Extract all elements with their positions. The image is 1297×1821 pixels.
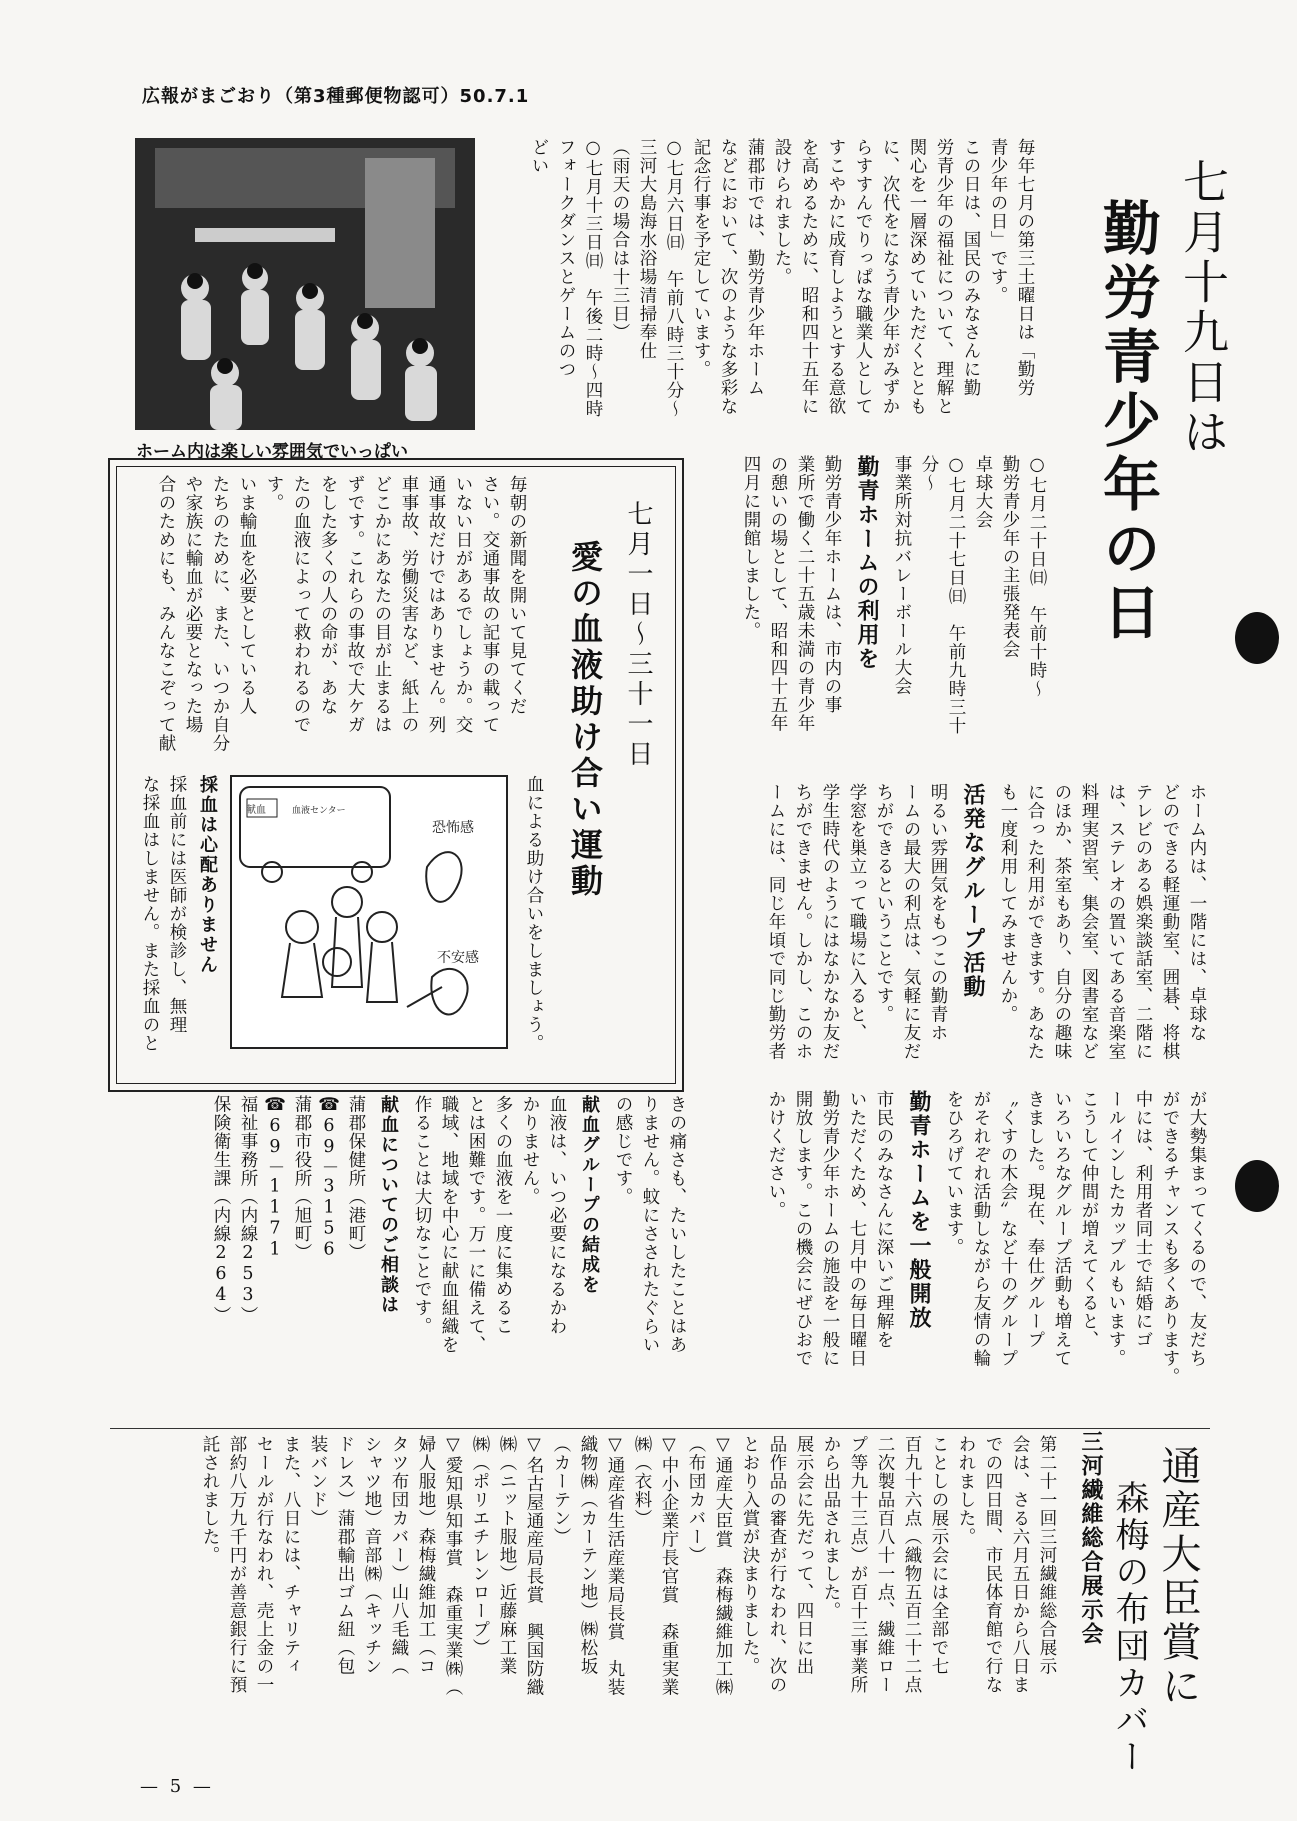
award-line: 第二十一回三河繊維総合展示 <box>1037 1435 1057 1676</box>
kenketsu-group-line: 多くの血液を一度に集めるこ <box>493 1095 513 1336</box>
article1-title-line1: 七月十九日は <box>1176 158 1230 458</box>
cartoon-label-center: 血液センター <box>292 806 346 816</box>
intro-line: どい <box>529 138 549 175</box>
safe-cont-line: きの痛さも、たいしたことはあ <box>667 1095 687 1354</box>
intro-line: に、次代をになう青少年がみずか <box>880 138 900 416</box>
facility-line: も一度利用してみませんか。 <box>998 783 1018 1024</box>
group-line: ームの最大の利点は、気軽に友だ <box>901 783 921 1061</box>
kenketsu-group-line: かりません。 <box>520 1095 540 1206</box>
event-line: ○七月二十日㈰ 午前十時～ <box>1027 455 1047 698</box>
blood-line: 合のためにも、みんなこぞって献 <box>156 475 176 753</box>
use-line: の憩いの場として、昭和四十五年 <box>768 455 788 733</box>
award-line: ドレス）蒲郡輸出ゴム紐（包 <box>335 1435 355 1676</box>
contact-line: 福祉事務所（内線253） <box>238 1095 258 1325</box>
blood-line: 車事故、労働災害など、紙上の <box>399 475 419 734</box>
event-line: 事業所対抗バレーボール大会 <box>892 455 912 696</box>
award-line: ▽名古屋通産局長賞 興国防織 <box>524 1435 544 1697</box>
award-line: 織物㈱（カーテン地）㈱松坂 <box>578 1435 598 1676</box>
article3-body <box>140 1435 1060 1765</box>
award-line: ㈱（ポリエチレンロープ） <box>470 1435 490 1657</box>
award-line: 装バンド） <box>308 1435 328 1528</box>
intro-line: 蒲郡市では、勤労青少年ホーム <box>745 138 765 397</box>
event-line: 勤労青少年の主張発表会 <box>1000 455 1020 659</box>
kenketsu-group-line: 作ることは大切なことです。 <box>412 1095 432 1336</box>
binder-hole-mark <box>1235 612 1279 664</box>
article2-safe <box>125 775 225 1075</box>
intro-line: 三河大島海水浴場清掃奉仕 <box>637 138 657 360</box>
intro-line: 青少年の日」です。 <box>988 138 1008 305</box>
facility-line: は、ステレオの置いてある音楽室 <box>1106 783 1126 1061</box>
article2-body <box>120 475 530 765</box>
group2-line: をひろげています。 <box>944 1090 964 1257</box>
article3-title-line1: 通産大臣賞に <box>1155 1445 1201 1709</box>
cartoon-label-kenketsu: 献血 <box>246 805 266 816</box>
contact-line: ☎69－1171 <box>265 1095 285 1261</box>
event-line: 卓球大会 <box>973 455 993 529</box>
award-line: 部約八万九千円が善意銀行に預 <box>227 1435 247 1694</box>
intro-line: 関心を一層深めていただくととも <box>907 138 927 416</box>
award-line: シャツ地）音部㈱（キッチン <box>362 1435 382 1676</box>
safe-cont-line: の感じです。 <box>613 1095 633 1206</box>
facility-line: テレビのある娯楽談話室、二階に <box>1133 783 1153 1061</box>
intro-line: （雨天の場合は十三日） <box>610 138 630 342</box>
blood-line: や家族に輸血が必要となった場 <box>183 475 203 734</box>
intro-line: 設けられました。 <box>772 138 792 286</box>
award-line: 婦人服地）森梅繊維加工（コ <box>416 1435 436 1676</box>
use-line: 勤労青少年ホームは、市内の事 <box>822 455 842 714</box>
award-line: セールが行なわれ、売上金の一 <box>254 1435 274 1694</box>
group2-line: がそれぞれ活動しながら友情の輪 <box>971 1090 991 1368</box>
blood-drive-cartoon <box>230 775 508 1049</box>
award-line: 展示会に先だって、四日に出 <box>794 1435 814 1676</box>
award-line: また、八日には、チャリティ <box>281 1435 301 1676</box>
group-line: ちができません。しかし、このホ <box>793 783 813 1061</box>
intro-line: らすすんでりっぱな職業人として <box>853 138 873 416</box>
safe-cont-line: りません。蚊にさされたぐらい <box>640 1095 660 1354</box>
facility-line: ホーム内は、一階には、卓球な <box>1187 783 1207 1042</box>
award-line: 託されました。 <box>200 1435 220 1565</box>
facility-line: 料理実習室、集会室、図書室など <box>1079 783 1099 1061</box>
group-line: 明るい雰囲気をもつこの勤青ホ <box>928 783 948 1042</box>
award-line: タツ布団カバー）山八毛織（ <box>389 1435 409 1676</box>
intro-line: フォークダンスとゲームのつ <box>556 138 576 379</box>
award-line: ▽愛知県知事賞 森重実業㈱（ <box>443 1435 463 1697</box>
blood-line: 毎朝の新聞を開いて見てくだ <box>507 475 527 716</box>
group2-line: きました。現在、奉仕グループ <box>1025 1090 1045 1349</box>
safe-heading: 採血は心配ありません <box>197 775 218 975</box>
intro-line: 記念行事を予定しています。 <box>691 138 711 379</box>
blood-line: 通事故だけではありません。列 <box>426 475 446 734</box>
cartoon-label-fear: 恐怖感 <box>432 820 474 836</box>
kenketsu-group-line: 血液は、いつ必要になるかわ <box>547 1095 567 1336</box>
group-line: ちができるということです。 <box>874 783 894 1024</box>
section-divider <box>110 1428 1210 1429</box>
article2-title-line2: 愛の血液助け合い運動 <box>566 540 604 900</box>
event-line: ○七月二十七日㈰ 午前九時三十 <box>946 455 966 735</box>
award-line: での四日間、市民体育館で行な <box>983 1435 1003 1694</box>
group-line: 学生時代のようにはなかなか友だ <box>820 783 840 1061</box>
cartoon-label-anxiety: 不安感 <box>437 950 479 966</box>
article1-intro <box>478 138 1038 458</box>
award-line: 二次製品百八十一点、繊維ロー <box>875 1435 895 1694</box>
use-line: 業所で働く二十五歳未満の青少年 <box>795 455 815 733</box>
blood-line: たの血液によって救われるので <box>291 475 311 734</box>
facility-line: に合った利用ができます。あなた <box>1025 783 1045 1061</box>
award-line: （布団カバー） <box>686 1435 706 1565</box>
award-line: ▽中小企業庁長官賞 森重実業 <box>659 1435 679 1697</box>
facility-line: どのできる軽運動室、囲碁、将棋 <box>1160 783 1180 1061</box>
article1-events <box>690 455 1050 755</box>
blood-line: いない日があるでしょうか。交 <box>453 475 473 734</box>
blood-line: す。 <box>264 475 284 512</box>
article1-facilities <box>690 783 1210 1083</box>
award-line: ㈱（衣料） <box>632 1435 652 1528</box>
group-line: ームには、同じ年頃で同じ勤労者 <box>766 783 786 1061</box>
award-line: ことしの展示会には全部で七 <box>929 1435 949 1676</box>
open-heading: 勤青ホームを一般開放 <box>906 1090 931 1330</box>
youth-home-photo <box>135 138 475 430</box>
article3-subheading: 三河繊維総合展示会 <box>1078 1430 1103 1646</box>
award-line: ㈱（ニット服地）近藤麻工業 <box>497 1435 517 1676</box>
blood-line: さい。交通事故の記事の載って <box>480 475 500 734</box>
open-line: いただくため、七月中の毎日曜日 <box>847 1090 867 1368</box>
blood-line: たちのために、また、いつか自分 <box>210 475 230 753</box>
intro-line: を高めるために、昭和四十五年に <box>799 138 819 416</box>
article2-title-line1: 七月一日～三十一日 <box>623 500 653 770</box>
cartoon-illustration <box>232 777 502 1043</box>
consult-heading: 献血についてのご相談は <box>378 1095 399 1315</box>
award-line: 品作品の審査が行なわれ、次の <box>767 1435 787 1694</box>
open-line: 市民のみなさんに深いご理解を <box>874 1090 894 1349</box>
article1-group-cont <box>700 1090 1210 1390</box>
intro-line: ○七月十三日㈰ 午後二時～四時 <box>583 138 603 418</box>
photo-illustration <box>135 138 475 430</box>
contact-line: 蒲郡市役所（旭町） <box>292 1095 312 1262</box>
intro-line: 労青少年の福祉について、理解と <box>934 138 954 416</box>
group-heading: 活発なグループ活動 <box>960 783 985 999</box>
blood-line: いま輸血を必要としている人 <box>237 475 257 716</box>
contact-line: ☎69－3156 <box>319 1095 339 1261</box>
binder-hole-mark <box>1235 1160 1279 1212</box>
use-line: 四月に開館しました。 <box>741 455 761 640</box>
open-line: 勤労青少年ホームの施設を一般に <box>820 1090 840 1368</box>
award-line: ▽通産大臣賞 森梅繊維加工㈱ <box>713 1435 733 1697</box>
kenketsu-group-heading: 献血グループの結成を <box>579 1095 600 1295</box>
contact-line: 保険衛生課（内線264） <box>211 1095 231 1325</box>
contact-line: 蒲郡保健所（港町） <box>346 1095 366 1262</box>
award-line: （カーテン） <box>551 1435 571 1546</box>
group2-line: ができるチャンスも多くあります。 <box>1160 1090 1180 1386</box>
award-line: 会は、さる六月五日から八日ま <box>1010 1435 1030 1694</box>
group2-line: 〝くすの木会〟など十のグループ <box>998 1090 1018 1368</box>
group-line: 学窓を巣立って職場に入ると、 <box>847 783 867 1042</box>
photo-caption: ホーム内は楽しい雰囲気でいっぱい <box>136 442 408 462</box>
blood-line: をした多くの人の命が、あな <box>318 475 338 716</box>
group2-line: ールインしたカップルもいます。 <box>1106 1090 1126 1368</box>
blood-line: ずです。これらの事故で大ケガ <box>345 475 365 734</box>
open-line: 開放します。この機会にぜひおで <box>793 1090 813 1368</box>
intro-line: などにおいて、次のような多彩な <box>718 138 738 416</box>
article2-lower <box>130 1095 690 1395</box>
issue-header: 広報がまごおり（第3種郵便物認可）50.7.1 <box>142 86 530 107</box>
award-line: われました。 <box>956 1435 976 1546</box>
award-line: ▽通産省生活産業局長賞 丸装 <box>605 1435 625 1697</box>
open-line: かけください。 <box>766 1090 786 1220</box>
safe-line: な採血はしません。また採血のと <box>140 775 160 1053</box>
article2-body-cont: 血による助け合いをしましょう。 <box>524 775 544 1053</box>
article1-title-line2: 勤労青少年の日 <box>1093 198 1161 646</box>
intro-line: 毎年七月の第三土曜日は「勤労 <box>1015 138 1035 397</box>
article3-title-line2: 森梅の布団カバー <box>1109 1480 1149 1776</box>
safe-line: 採血前には医師が検診し、無理 <box>167 775 187 1034</box>
page-number: — 5 — <box>140 1776 214 1797</box>
award-line: 百九十六点（織物五百二十二点 <box>902 1435 922 1694</box>
blood-line: どこかにあなたの目が止まるは <box>372 475 392 734</box>
group2-line: いろいろなグループ活動も増えて <box>1052 1090 1072 1368</box>
group2-line: が大勢集まってくるので、友だち <box>1187 1090 1207 1368</box>
kenketsu-group-line: 職域、地域を中心に献血組織を <box>439 1095 459 1354</box>
kenketsu-group-line: とは困難です。万一に備えて、 <box>466 1095 486 1354</box>
use-heading: 勤青ホームの利用を <box>854 455 879 671</box>
intro-line: ○七月六日㈰ 午前八時三十分～ <box>664 138 684 418</box>
intro-line: すこやかに成育しようとする意欲 <box>826 138 846 416</box>
award-line: プ等九十三点）が百十三事業所 <box>848 1435 868 1694</box>
facility-line: のほか、茶室もあり、自分の趣味 <box>1052 783 1072 1061</box>
award-line: から出品されました。 <box>821 1435 841 1620</box>
intro-line: この日は、国民のみなさんに勤 <box>961 138 981 397</box>
group2-line: 中には、利用者同士で結婚にゴ <box>1133 1090 1153 1349</box>
event-line: 分～ <box>919 455 939 492</box>
group2-line: こうして仲間が増えてくると、 <box>1079 1090 1099 1349</box>
award-line: とおり入賞が決まりました。 <box>740 1435 760 1676</box>
